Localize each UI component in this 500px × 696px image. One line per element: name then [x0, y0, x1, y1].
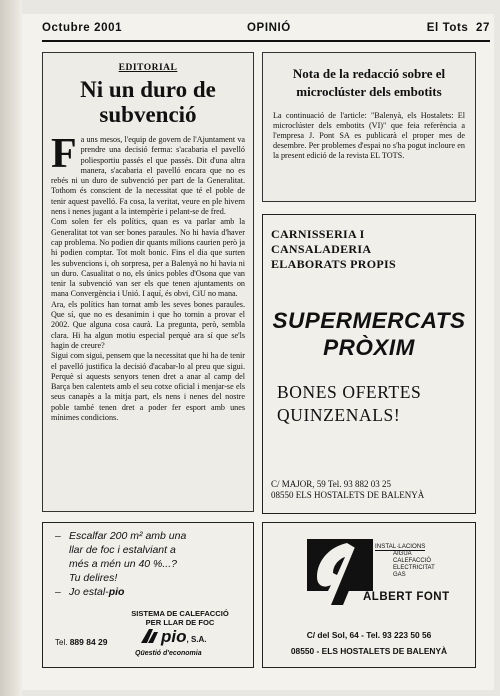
offer-line: BONES OFERTES [277, 382, 422, 402]
page-header [42, 22, 490, 38]
supermarket-ad [262, 214, 476, 514]
store-name-line: SUPERMERCATS [272, 308, 466, 333]
issue-date: Octubre 2001 [42, 22, 123, 34]
page-folio [427, 22, 490, 34]
offer-line: QUINZENALS! [277, 405, 401, 425]
pio-logo [139, 627, 207, 647]
editor-note-text: La continuació de l'article: "Balenyà, els Hostalets: El microclúster dels embotits (VI)" que feia referència a l'empresa J. Pont SA es publicarà el proper mes de desembre. Per problemes d'espai no s'ha pogut incloure en la present edició de la revista EL TOTS. [273, 111, 465, 160]
address-line: C/ MAJOR, 59 Tel. 93 882 03 25 [271, 479, 391, 489]
service-items [375, 551, 435, 579]
slogan-line [55, 543, 245, 557]
pio-logo-icon [139, 628, 161, 644]
ad-service-line: CANSALADERIA [271, 242, 372, 256]
slogan-line: – Escalfar 200 m² amb una [55, 530, 187, 542]
editor-note-box [262, 52, 476, 202]
system-line: PER LLAR DE FOC [145, 618, 215, 627]
slogan-line: – Jo estal-pio [55, 586, 125, 598]
services-heading: INSTAL·LACIONS [375, 543, 426, 550]
editorial-body [51, 131, 245, 423]
store-name [263, 307, 475, 361]
slogan-text: Escalfar 200 m² amb una [69, 530, 187, 542]
address-line: 08550 - ELS HOSTALETS DE BALENYÀ [290, 646, 448, 656]
drop-cap: F [51, 131, 77, 177]
albert-font-ad [262, 522, 476, 668]
service-item: GAS [393, 572, 406, 578]
albert-font-address [263, 627, 475, 659]
editorial-paragraph: Ara, els polítics han tornat amb les seves bones paraules. Que sí, que no es desanimin i que ho tornin a provar el 2002. Que alguna cosa caurà. La pregunta, però, sembla clara. Hi ha algun motiu especial perquè ara sí que se'ls hagin de creure? [51, 299, 245, 350]
slogan-text: més a mén un 40 %...? [69, 558, 177, 570]
address-line: 08550 ELS HOSTALETS DE BALENYÀ [271, 490, 425, 500]
editorial-title: Ni un duro de subvenció [80, 77, 216, 127]
pio-tagline: Qüestió d'economia [135, 650, 202, 657]
store-name-line: PRÒXIM [323, 335, 415, 360]
pio-heating-ad [42, 522, 254, 668]
editorial-paragraph: Com solen fer els polítics, quan es va parlar amb la Generalitat tot van ser bones paraules. No hi havia d'haver cap problema. No podien dir quants milions caurien però ja hi podien comptar. Tot molt bonic. Fins el dia que surten les subvencions i, oh sorpresa, per a Balenyà no hi havia ni un duro. Casualitat o no, els únics pobles d'Osona que van tenir la subvenció van ser els que tenen ajuntaments on mana Convergència i Unió. I aquí, és obvi, CiU no mana. [51, 217, 245, 299]
system-line: SISTEMA DE CALEFACCIÓ [131, 609, 229, 618]
editor-note-title: Nota de la redacció sobre el microclúster dels embotits [292, 66, 446, 99]
ad-services [271, 227, 396, 272]
service-item: AIGUA [393, 551, 412, 557]
section-title: OPINIÓ [247, 22, 291, 34]
slogan-line [55, 557, 245, 571]
slogan-brand: pio [108, 586, 125, 598]
header-rule [42, 40, 490, 42]
magazine-name: El Tots [426, 22, 469, 34]
editorial-paragraph: Sigui com sigui, pensem que la necessitat que hi ha de tenir el pavelló justifica la decisió d'acabar-lo al preu que sigui. Perquè si aquests senyors tenen dret a anar al camp del Barça ben calentets amb el seu cotxe oficial i menjar-se els seus canapès a la mitja part, els nens i nenes del nostre poble també tenen dret a poder fer esport amb unes mínimes condicions. [51, 351, 245, 423]
services-list [375, 543, 435, 579]
slogan-line [55, 571, 245, 585]
service-item: CALEFACCIÓ [393, 558, 432, 564]
phone-number: 889 84 29 [69, 637, 108, 647]
pio-logo-text: pio [161, 627, 187, 646]
ad-slogan [55, 529, 245, 599]
ad-service-line: ELABORATS PROPIS [271, 257, 396, 271]
editorial-paragraph: a uns mesos, l'equip de govern de l'Ajuntament va prendre una decisió ferma: s'acabaria el pavelló poliesportiu passés el que passés. Dit d'una altra manera, s'acabaria el pavelló encara que no es rebés ni un duro de subvenció per part de la Generalitat. Tothom és conscient de la necessitat que té el poble de tenir aquest pavelló. Fa cosa, la veritat, veure en ple hivern nens i nenes jugant a la intempèrie i pelant-se de fred. [51, 135, 245, 217]
editorial-box [42, 52, 254, 512]
service-item: ELECTRICITAT [393, 565, 435, 571]
slogan-text: Tu delires! [69, 572, 118, 584]
pio-logo-suffix: , S.A. [186, 635, 207, 644]
pio-phone [55, 637, 108, 647]
offer-text [277, 381, 421, 427]
page-binding [0, 0, 22, 696]
ad-service-line: CARNISSERIA I [271, 227, 365, 241]
slogan-text: Jo estal- [69, 586, 109, 598]
phone-label: Tel. [55, 638, 68, 647]
slogan-text: llar de foc i estalviant a [69, 544, 176, 556]
page-number: 27 [476, 22, 490, 34]
system-description [115, 609, 245, 627]
store-address [271, 479, 424, 501]
address-line: C/ del Sol, 64 - Tel. 93 223 50 56 [306, 630, 432, 640]
editorial-kicker: EDITORIAL [118, 63, 178, 73]
albert-font-brand: ALBERT FONT [363, 591, 450, 603]
